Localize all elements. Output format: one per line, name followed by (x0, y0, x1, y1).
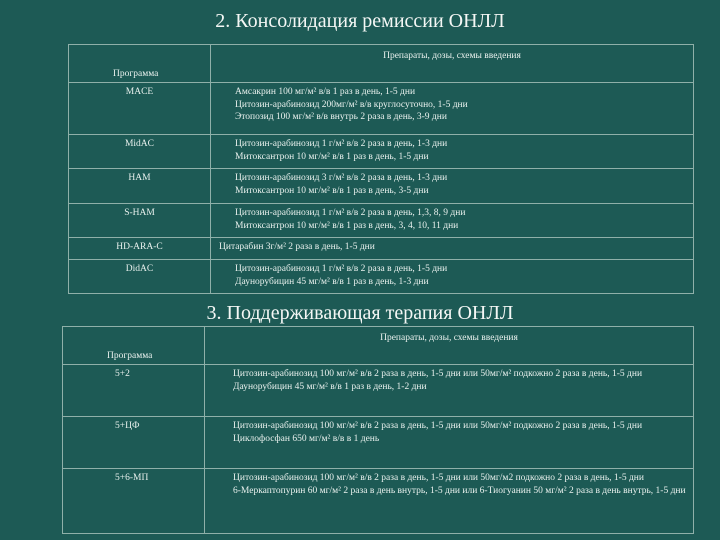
drug-list (211, 83, 694, 135)
table-row (69, 83, 694, 135)
drug-list (211, 135, 694, 169)
program-name: 5+6-МП (63, 469, 205, 534)
drug-line: Циклофосфан 650 мг/м² в/в в 1 день (233, 433, 380, 444)
header-drugs: Препараты, дозы, схемы введения (205, 327, 694, 365)
drug-list (211, 204, 694, 238)
drug-line: Цитозин-арабинозид 100 мг/м² в/в 2 раза в день, 1-5 дни или 50мг/м2 подкожно 2 раза в день, 1-5 дни (233, 473, 644, 483)
drug-list (205, 469, 694, 534)
table-row (63, 417, 694, 469)
table-row (69, 260, 694, 294)
drug-line: 6-Меркаптопурин 60 мг/м² 2 раза в день внутрь, 1-5 дни или 6-Тиогуанин 50 мг/м² 2 раза в день внутрь, 1-5 дни (233, 485, 686, 496)
drug-line: Цитарабин 3г/м² 2 раза в день, 1-5 дни (219, 242, 375, 252)
drug-list (211, 169, 694, 204)
drug-line: Цитозин-арабинозид 100 мг/м² в/в 2 раза в день, 1-5 дни или 50мг/м² подкожно 2 раза в день, 1-5 дни (233, 369, 643, 379)
drug-line: Даунорубицин 45 мг/м² в/в 1 раз в день, 1-2 дни (233, 381, 427, 392)
drug-line: Цитозин-арабинозид 200мг/м² в/в круглосуточно, 1-5 дни (235, 99, 468, 110)
table-row (69, 238, 694, 260)
program-name: MidAC (69, 135, 211, 169)
program-name: HD-ARA-C (69, 238, 211, 260)
table-row (63, 365, 694, 417)
drug-line: Цитозин-арабинозид 3 г/м² в/в 2 раза в день, 1-3 дни (235, 173, 448, 183)
drug-line: Митоксантрон 10 мг/м² в/в 1 раз в день, 3-5 дни (235, 185, 429, 196)
table-row (63, 469, 694, 534)
program-name: S-HAM (69, 204, 211, 238)
program-name: DidAC (69, 260, 211, 294)
program-name: MACE (69, 83, 211, 135)
section-title-maintenance: 3. Поддерживающая терапия ОНЛЛ (0, 302, 720, 324)
drug-line: Цитозин-арабинозид 1 г/м² в/в 2 раза в день, 1-5 дни (235, 264, 448, 274)
drug-list (211, 238, 694, 260)
drug-line: Цитозин-арабинозид 1 г/м² в/в 2 раза в день, 1-3 дни (235, 139, 448, 149)
table-row (69, 135, 694, 169)
drug-line: Митоксантрон 10 мг/м² в/в 1 раз в день, 1-5 дни (235, 151, 429, 162)
table-row (69, 204, 694, 238)
drug-line: Цитозин-арабинозид 1 г/м² в/в 2 раза в день, 1,3, 8, 9 дни (235, 208, 466, 218)
table-header-row (69, 45, 694, 83)
table-row (69, 169, 694, 204)
consolidation-table (68, 44, 694, 294)
drug-line: Цитозин-арабинозид 100 мг/м² в/в 2 раза в день, 1-5 дни или 50мг/м² подкожно 2 раза в день, 1-5 дни (233, 421, 643, 431)
drug-list (205, 417, 694, 469)
drug-line: Даунорубицин 45 мг/м² в/в 1 раз в день, 1-3 дни (235, 276, 429, 287)
maintenance-table (62, 326, 694, 534)
drug-line: Этопозид 100 мг/м² в/в внутрь 2 раза в день, 3-9 дни (235, 112, 447, 122)
drug-list (205, 365, 694, 417)
table-header-row (63, 327, 694, 365)
drug-list (211, 260, 694, 294)
program-name: 5+2 (63, 365, 205, 417)
header-drugs: Препараты, дозы, схемы введения (211, 45, 694, 83)
section-title-consolidation: 2. Консолидация ремиссии ОНЛЛ (215, 10, 505, 32)
header-program: Программа (63, 327, 205, 365)
header-program: Программа (69, 45, 211, 83)
program-name: HAM (69, 169, 211, 204)
drug-line: Митоксантрон 10 мг/м² в/в 1 раз в день, 3, 4, 10, 11 дни (235, 220, 459, 231)
program-name: 5+ЦФ (63, 417, 205, 469)
drug-line: Амсакрин 100 мг/м² в/в 1 раз в день, 1-5 дни (235, 87, 416, 97)
